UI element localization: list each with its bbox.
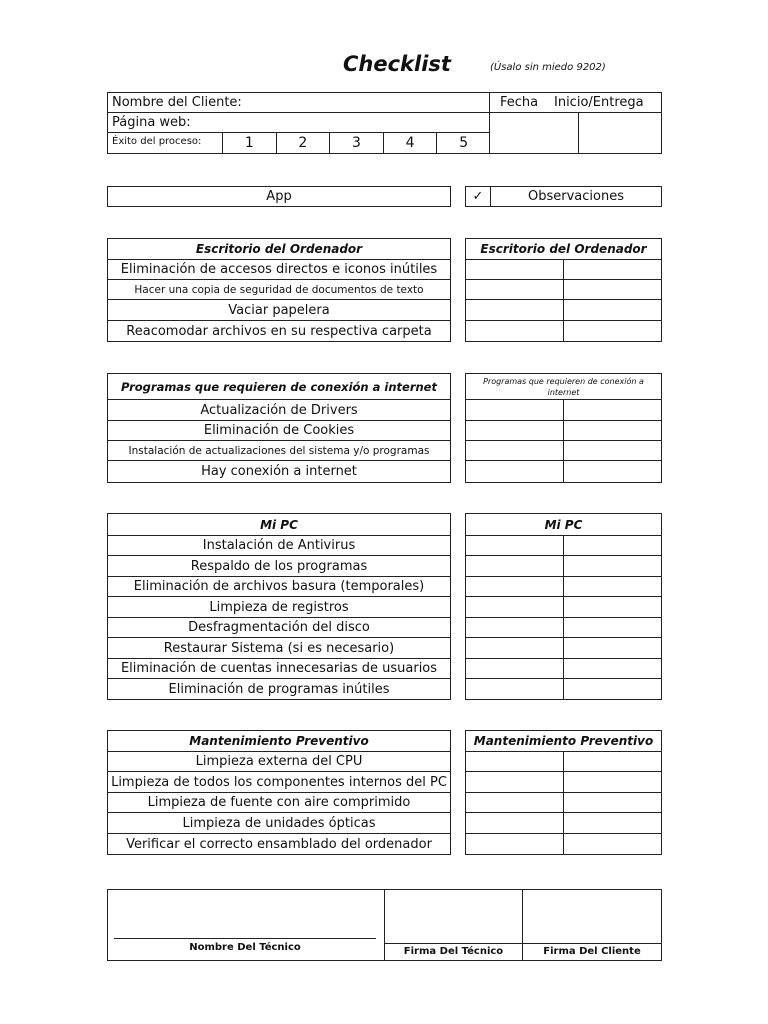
checkbox[interactable] — [466, 793, 564, 813]
observations-label: Observaciones — [528, 189, 624, 204]
check-icon: ✓ — [472, 189, 484, 204]
checkbox[interactable] — [466, 421, 564, 441]
checkbox[interactable] — [466, 280, 564, 300]
success-scale — [222, 132, 490, 154]
list-item: Limpieza externa del CPU — [108, 752, 451, 772]
checkbox[interactable] — [466, 461, 564, 483]
date-label: Fecha — [500, 95, 539, 110]
section-right-title: Programas que requieren de conexión a internet — [466, 374, 662, 400]
section-right-title: Mantenimiento Preventivo — [466, 731, 662, 752]
observation-cell[interactable] — [564, 813, 662, 834]
checkbox[interactable] — [466, 659, 564, 679]
checkbox[interactable] — [466, 400, 564, 421]
observation-cell[interactable] — [564, 577, 662, 597]
list-item: Eliminación de programas inútiles — [108, 679, 451, 700]
observation-cell[interactable] — [564, 400, 662, 421]
checkbox[interactable] — [466, 752, 564, 772]
list-item: Limpieza de unidades ópticas — [108, 813, 451, 834]
list-item: Instalación de Antivirus — [108, 536, 451, 556]
section-maintenance-table — [107, 730, 451, 855]
client-name-label: Nombre del Cliente: — [112, 95, 242, 110]
checkbox[interactable] — [466, 772, 564, 793]
list-item: Actualización de Drivers — [108, 400, 451, 421]
observation-cell[interactable] — [564, 421, 662, 441]
scale-cell-3[interactable]: 3 — [329, 132, 383, 154]
checkbox[interactable] — [466, 300, 564, 321]
section-right-title: Escritorio del Ordenador — [466, 239, 662, 260]
check-header-box — [465, 186, 491, 207]
observation-cell[interactable] — [564, 659, 662, 679]
checkbox[interactable] — [466, 813, 564, 834]
list-item: Limpieza de registros — [108, 597, 451, 618]
section-title: Escritorio del Ordenador — [108, 239, 451, 260]
section-desktop-table — [107, 238, 451, 342]
observation-cell[interactable] — [564, 300, 662, 321]
checkbox[interactable] — [466, 679, 564, 700]
section-internet-table — [107, 373, 451, 483]
observation-cell[interactable] — [564, 834, 662, 855]
list-item: Eliminación de accesos directos e iconos inútiles — [108, 260, 451, 280]
list-item: Eliminación de Cookies — [108, 421, 451, 441]
client-signature-label: Firma Del Cliente — [543, 946, 641, 957]
list-item: Eliminación de archivos basura (temporales) — [108, 577, 451, 597]
checkbox[interactable] — [466, 441, 564, 461]
checkbox[interactable] — [466, 321, 564, 342]
section-internet-check-table — [465, 373, 662, 483]
observation-cell[interactable] — [564, 618, 662, 638]
checkbox[interactable] — [466, 597, 564, 618]
list-item: Restaurar Sistema (si es necesario) — [108, 638, 451, 659]
section-title: Programas que requieren de conexión a internet — [108, 374, 451, 400]
observation-cell[interactable] — [564, 752, 662, 772]
list-item: Respaldo de los programas — [108, 556, 451, 577]
scale-cell-4[interactable]: 4 — [383, 132, 437, 154]
observation-cell[interactable] — [564, 260, 662, 280]
list-item: Eliminación de cuentas innecesarias de usuarios — [108, 659, 451, 679]
section-maintenance-check-table — [465, 730, 662, 855]
scale-cell-2[interactable]: 2 — [276, 132, 330, 154]
scale-cell-5[interactable]: 5 — [436, 132, 490, 154]
observation-cell[interactable] — [564, 441, 662, 461]
scale-cell-1[interactable]: 1 — [222, 132, 276, 154]
list-item: Limpieza de todos los componentes internos del PC — [108, 772, 451, 793]
list-item: Reacomodar archivos en su respectiva carpeta — [108, 321, 451, 342]
section-desktop-check-table — [465, 238, 662, 342]
technician-name-label: Nombre Del Técnico — [189, 942, 301, 953]
app-label: App — [266, 189, 292, 204]
observation-cell[interactable] — [564, 536, 662, 556]
app-header-box — [107, 186, 451, 207]
checkbox[interactable] — [466, 536, 564, 556]
technician-signature-line[interactable] — [385, 943, 522, 944]
observation-cell[interactable] — [564, 280, 662, 300]
section-mypc-check-table — [465, 513, 662, 700]
start-end-label: Inicio/Entrega — [554, 95, 644, 110]
checkbox[interactable] — [466, 618, 564, 638]
observation-cell[interactable] — [564, 321, 662, 342]
list-item: Desfragmentación del disco — [108, 618, 451, 638]
section-title: Mi PC — [108, 514, 451, 536]
success-label: Éxito del proceso: — [112, 136, 202, 147]
section-title: Mantenimiento Preventivo — [108, 731, 451, 752]
technician-name-line[interactable] — [114, 938, 376, 939]
list-item: Hacer una copia de seguridad de documentos de texto — [108, 280, 451, 300]
date-divider — [578, 112, 579, 154]
observation-cell[interactable] — [564, 793, 662, 813]
section-mypc-table — [107, 513, 451, 700]
observation-cell[interactable] — [564, 597, 662, 618]
technician-signature-label: Firma Del Técnico — [403, 946, 504, 957]
observations-header-box — [490, 186, 662, 207]
observation-cell[interactable] — [564, 556, 662, 577]
section-right-title: Mi PC — [466, 514, 662, 536]
checkbox[interactable] — [466, 577, 564, 597]
checkbox[interactable] — [466, 260, 564, 280]
list-item: Vaciar papelera — [108, 300, 451, 321]
list-item: Instalación de actualizaciones del sistema y/o programas — [108, 441, 451, 461]
title-note: (Úsalo sin miedo 9202) — [490, 62, 606, 73]
observation-cell[interactable] — [564, 679, 662, 700]
checkbox[interactable] — [466, 638, 564, 659]
checkbox[interactable] — [466, 834, 564, 855]
client-signature-line[interactable] — [523, 943, 661, 944]
observation-cell[interactable] — [564, 638, 662, 659]
observation-cell[interactable] — [564, 461, 662, 483]
list-item: Hay conexión a internet — [108, 461, 451, 483]
client-web-label: Página web: — [112, 115, 191, 130]
checkbox[interactable] — [466, 556, 564, 577]
page-title: Checklist — [343, 52, 451, 76]
list-item: Verificar el correcto ensamblado del ordenador — [108, 834, 451, 855]
list-item: Limpieza de fuente con aire comprimido — [108, 793, 451, 813]
observation-cell[interactable] — [564, 772, 662, 793]
